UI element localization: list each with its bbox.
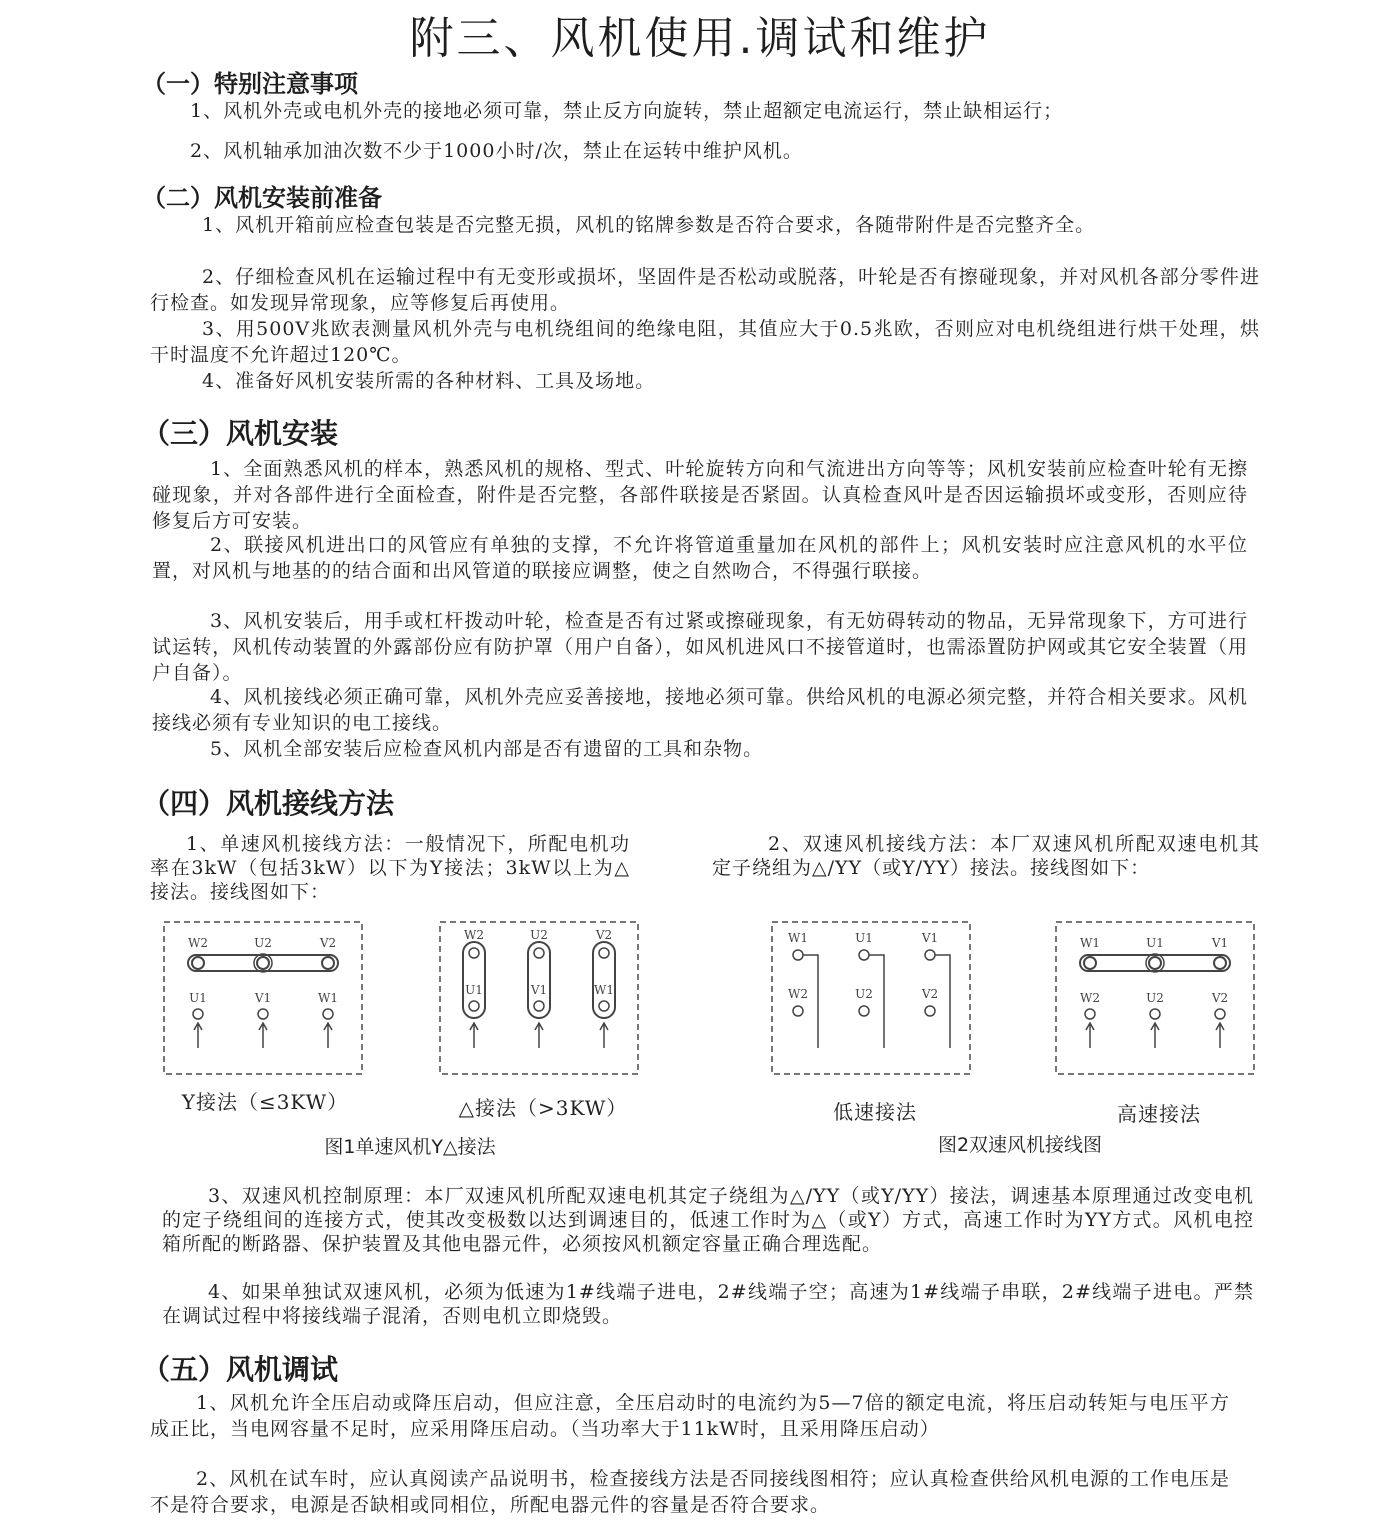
terminal-label: V2: [921, 987, 939, 1001]
terminal-label: V2: [1211, 991, 1229, 1005]
delta-connection-caption: △接法（>3KW）: [458, 1096, 628, 1120]
section-1-para-1: 1、风机外壳或电机外壳的接地必须可靠，禁止反方向旋转，禁止超额定电流运行，禁止缺相运行；: [190, 100, 1064, 122]
section-3-para-5: 5、风机全部安装后应检查风机内部是否有遗留的工具和杂物。: [210, 738, 764, 760]
high-speed-caption: 高速接法: [1117, 1102, 1201, 1126]
terminal: [599, 948, 609, 958]
terminal: [793, 1006, 803, 1016]
terminal-label: V1: [254, 991, 272, 1005]
section-5-para-1: 1、风机允许全压启动或降压启动，但应注意，全压启动时的电流约为5—7倍的额定电流，将压启动转矩与电压平方成正比，当电网容量不足时，应采用降压启动。（当功率大于11kW时，且采用降压启动）: [150, 1392, 1230, 1440]
terminal: [1085, 1009, 1095, 1019]
terminal: [599, 1001, 609, 1011]
y-connection-diagram: [162, 920, 366, 1078]
terminal: [322, 957, 334, 969]
y-connection-caption: Y接法（≤3KW）: [181, 1090, 349, 1114]
terminal: [534, 948, 544, 958]
terminal-label: U1: [1146, 936, 1164, 950]
section-1-heading: （一）特别注意事项: [142, 70, 358, 98]
high-speed-diagram: [1054, 920, 1258, 1078]
section-3-para-3: 3、风机安装后，用手或杠杆拨动叶轮，检查是否有过紧或擦碰现象，有无妨碍转动的物品，无异常现象下，方可进行试运转，风机传动装置的外露部份应有防护罩（用户自备），如风机进风口不接管道时，也需添置防护网或其它安全装置（用户自备）。: [152, 610, 1248, 684]
terminal-label: W2: [788, 987, 808, 1001]
terminal: [469, 1001, 479, 1011]
section-4-right-para: 2、双速风机接线方法：本厂双速风机所配双速电机其定子绕组为△/YY（或Y/YY）接法。接线图如下：: [712, 833, 1260, 879]
supply-arrows: [470, 1023, 608, 1048]
section-2-para-1: 1、风机开箱前应检查包装是否完整无损，风机的铭牌参数是否符合要求，各随带附件是否完整齐全。: [202, 214, 1096, 236]
terminal: [192, 957, 204, 969]
figure-1-caption: 图1单速风机Y△接法: [324, 1136, 496, 1158]
section-4-left-para: 1、单速风机接线方法：一般情况下，所配电机功率在3kW（包括3kW）以下为Y接法；3kW以上为△接法。接线图如下：: [150, 833, 630, 903]
low-speed-diagram: [770, 920, 974, 1078]
section-3-para-4: 4、风机接线必须正确可靠，风机外壳应妥善接地，接地必须可靠。供给风机的电源必须完整，并符合相关要求。风机接线必须有专业知识的电工接线。: [152, 686, 1248, 734]
terminal: [1215, 1009, 1225, 1019]
terminal-label: W1: [788, 931, 808, 945]
terminal-label: W2: [464, 928, 484, 942]
terminal: [1084, 957, 1096, 969]
section-4-para-3: 3、双速风机控制原理：本厂双速风机所配双速电机其定子绕组为△/YY（或Y/YY）接法，调速基本原理通过改变电机的定子绕组间的连接方式，使其改变极数以达到调速目的，低速工作时为△（或Y）方式，高速工作时为YY方式。风机电控箱所配的断路器、保护装置及其他电器元件，必须按风机额定容量正确合理选配。: [162, 1185, 1254, 1255]
terminal-label: U2: [530, 928, 548, 942]
section-2-para-2: 2、仔细检查风机在运输过程中有无变形或损坏，坚固件是否松动或脱落，叶轮是否有擦碰现象，并对风机各部分零件进行检查。如发现异常现象，应等修复后再使用。: [150, 266, 1260, 314]
section-3-para-2: 2、联接风机进出口的风管应有单独的支撑，不允许将管道重量加在风机的部件上；风机安装时应注意风机的水平位置，对风机与地基的的结合面和出风管道的联接应调整，使之自然吻合，不得强行联接。: [152, 534, 1248, 582]
terminal: [1214, 957, 1226, 969]
supply-arrows: [194, 1023, 332, 1048]
terminal-label: W2: [188, 936, 208, 950]
supply-arrows: [1086, 1023, 1224, 1048]
section-1-para-2: 2、风机轴承加油次数不少于1000小时/次，禁止在运转中维护风机。: [190, 140, 803, 162]
page-title: 附三、风机使用.调试和维护: [409, 13, 991, 64]
terminal-label: U2: [1146, 991, 1164, 1005]
terminal: [1149, 957, 1161, 969]
terminal: [323, 1009, 333, 1019]
terminal: [193, 1009, 203, 1019]
section-2-para-4: 4、准备好风机安装所需的各种材料、工具及场地。: [202, 370, 656, 392]
terminal-label: W1: [1080, 936, 1100, 950]
terminal-label: U2: [254, 936, 272, 950]
section-4-heading: （四）风机接线方法: [142, 787, 395, 820]
terminal: [469, 948, 479, 958]
terminal-label: U1: [465, 983, 483, 997]
terminal: [859, 1006, 869, 1016]
terminal-label: W1: [318, 991, 338, 1005]
terminal-label: U1: [189, 991, 207, 1005]
terminal-label: V1: [1211, 936, 1229, 950]
supply-lines: [803, 955, 950, 1048]
terminal-label: U2: [855, 987, 873, 1001]
terminal: [1150, 1009, 1160, 1019]
section-2-heading: （二）风机安装前准备: [142, 184, 382, 212]
terminal: [257, 957, 269, 969]
terminal-label: V1: [530, 983, 548, 997]
terminal-label: W1: [594, 983, 614, 997]
terminal: [925, 1006, 935, 1016]
terminal: [793, 950, 803, 960]
terminal-label: V2: [319, 936, 337, 950]
section-3-para-1: 1、全面熟悉风机的样本，熟悉风机的规格、型式、叶轮旋转方向和气流进出方向等等；风机安装前应检查叶轮有无擦碰现象，并对各部件进行全面检查，附件是否完整，各部件联接是否紧固。认真检查风叶是否因运输损坏或变形，否则应待修复后方可安装。: [152, 458, 1248, 532]
terminal-label: W2: [1080, 991, 1100, 1005]
terminal: [925, 950, 935, 960]
low-speed-caption: 低速接法: [833, 1100, 917, 1124]
figure-2-caption: 图2双速风机接线图: [937, 1134, 1103, 1156]
terminal-label: V2: [595, 928, 613, 942]
terminal: [534, 1001, 544, 1011]
section-5-heading: （五）风机调试: [142, 1353, 339, 1386]
terminal-label: V1: [921, 931, 939, 945]
section-4-para-4: 4、如果单独试双速风机，必须为低速为1#线端子进电，2#线端子空；高速为1#线端子串联，2#线端子进电。严禁在调试过程中将接线端子混淆，否则电机立即烧毁。: [162, 1281, 1254, 1327]
terminal: [258, 1009, 268, 1019]
section-3-heading: （三）风机安装: [142, 417, 339, 450]
section-5-para-2: 2、风机在试车时，应认真阅读产品说明书，检查接线方法是否同接线图相符；应认真检查供给风机电源的工作电压是不是符合要求，电源是否缺相或同相位，所配电器元件的容量是否符合要求。: [150, 1468, 1230, 1516]
terminal-label: U1: [855, 931, 873, 945]
terminal: [859, 950, 869, 960]
delta-connection-diagram: [438, 920, 642, 1078]
section-2-para-3: 3、用500V兆欧表测量风机外壳与电机绕组间的绝缘电阻，其值应大于0.5兆欧，否则应对电机绕组进行烘干处理，烘干时温度不允许超过120℃。: [150, 318, 1260, 366]
